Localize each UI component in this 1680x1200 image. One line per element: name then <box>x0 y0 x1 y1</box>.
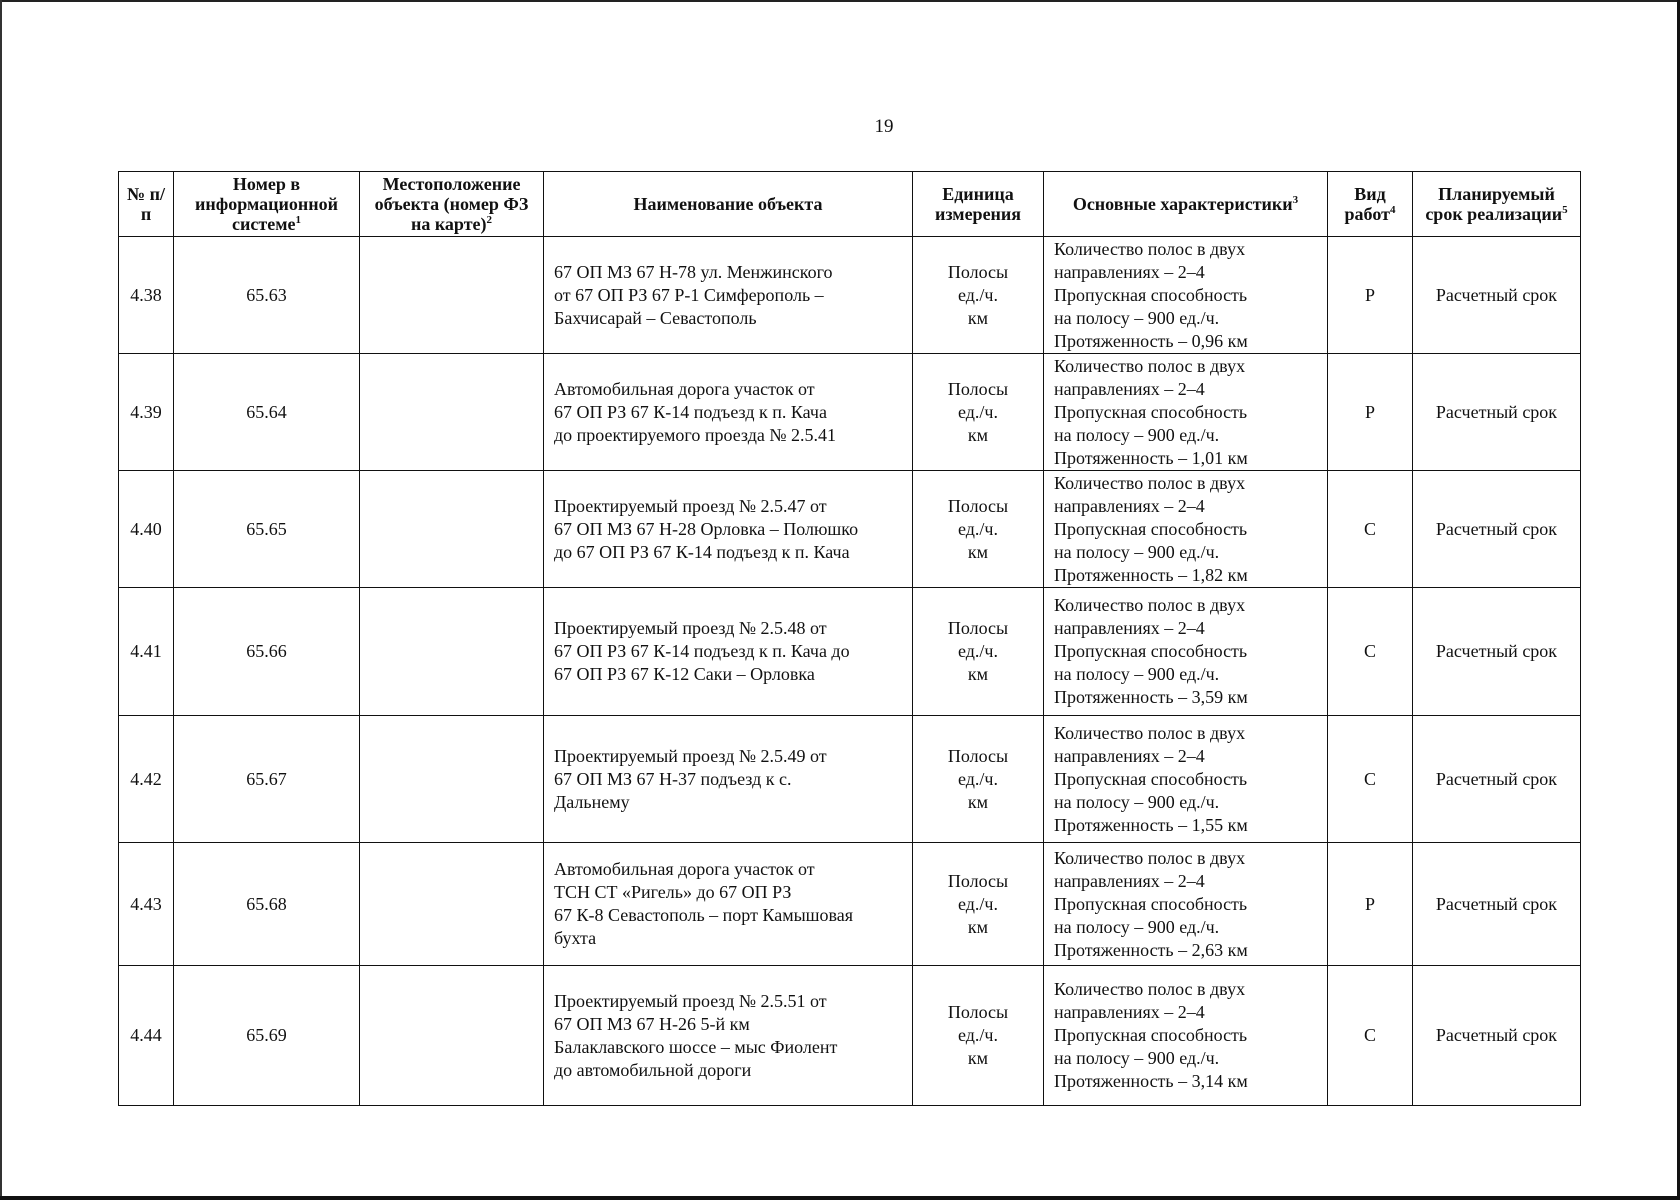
cell-name: 67 ОП МЗ 67 Н-78 ул. Менжинского от 67 ОП РЗ 67 Р-1 Симферополь – Бахчисарай – Севастополь <box>544 237 913 354</box>
header-unit: Единица измерения <box>913 172 1044 237</box>
cell-location <box>360 588 544 716</box>
cell-info-number: 65.63 <box>174 237 360 354</box>
cell-unit: Полосы ед./ч. км <box>913 237 1044 354</box>
cell-num: 4.43 <box>119 843 174 966</box>
scan-edge-left <box>0 0 2 1200</box>
table-header-row <box>119 172 1581 237</box>
cell-location <box>360 354 544 471</box>
cell-characteristics: Количество полос в двух направлениях – 2–4 Пропускная способность на полосу – 900 ед./ч. Протяженность – 2,63 км <box>1044 843 1328 966</box>
cell-characteristics: Количество полос в двух направлениях – 2–4 Пропускная способность на полосу – 900 ед./ч. Протяженность – 3,59 км <box>1044 588 1328 716</box>
cell-info-number: 65.67 <box>174 716 360 843</box>
header-num: № п/п <box>119 172 174 237</box>
cell-name: Проектируемый проезд № 2.5.49 от 67 ОП МЗ 67 Н-37 подъезд к с. Дальнему <box>544 716 913 843</box>
cell-deadline: Расчетный срок <box>1413 843 1581 966</box>
cell-characteristics: Количество полос в двух направлениях – 2–4 Пропускная способность на полосу – 900 ед./ч. Протяженность – 1,55 км <box>1044 716 1328 843</box>
cell-location <box>360 966 544 1106</box>
header-location: Местоположение объекта (номер ФЗ на карте)$^2$ <box>360 172 544 237</box>
footnote-mark: 5 <box>1562 204 1568 216</box>
cell-info-number: 65.64 <box>174 354 360 471</box>
cell-work-type: С <box>1328 471 1413 588</box>
cell-location <box>360 843 544 966</box>
cell-work-type: Р <box>1328 843 1413 966</box>
cell-deadline: Расчетный срок <box>1413 716 1581 843</box>
header-info-number: Номер в информационной системе$^1$ <box>174 172 360 237</box>
cell-unit: Полосы ед./ч. км <box>913 588 1044 716</box>
cell-deadline: Расчетный срок <box>1413 237 1581 354</box>
cell-unit: Полосы ед./ч. км <box>913 843 1044 966</box>
header-deadline: Планируемый срок реализации$^5$ <box>1413 172 1581 237</box>
cell-name: Автомобильная дорога участок от ТСН СТ «Ригель» до 67 ОП РЗ 67 К-8 Севастополь – порт Камышовая бухта <box>544 843 913 966</box>
cell-num: 4.41 <box>119 588 174 716</box>
footnote-mark: 4 <box>1389 204 1396 216</box>
cell-unit: Полосы ед./ч. км <box>913 966 1044 1106</box>
cell-info-number: 65.65 <box>174 471 360 588</box>
header-characteristics: Основные характеристики$^3$ <box>1044 172 1328 237</box>
cell-characteristics: Количество полос в двух направлениях – 2–4 Пропускная способность на полосу – 900 ед./ч. Протяженность – 1,01 км <box>1044 354 1328 471</box>
cell-num: 4.38 <box>119 237 174 354</box>
table-row <box>119 354 1581 471</box>
page-number: 19 <box>874 116 894 137</box>
header-name: Наименование объекта <box>544 172 913 237</box>
table-row <box>119 843 1581 966</box>
cell-location <box>360 716 544 843</box>
road-objects-table <box>118 171 1581 1106</box>
footnote-mark: 2 <box>486 214 493 226</box>
cell-work-type: С <box>1328 588 1413 716</box>
cell-num: 4.44 <box>119 966 174 1106</box>
cell-info-number: 65.66 <box>174 588 360 716</box>
cell-unit: Полосы ед./ч. км <box>913 354 1044 471</box>
cell-location <box>360 471 544 588</box>
cell-deadline: Расчетный срок <box>1413 354 1581 471</box>
cell-deadline: Расчетный срок <box>1413 471 1581 588</box>
header-work-type: Вид работ$^4$ <box>1328 172 1413 237</box>
cell-deadline: Расчетный срок <box>1413 588 1581 716</box>
footnote-mark: 3 <box>1292 194 1299 206</box>
cell-deadline: Расчетный срок <box>1413 966 1581 1106</box>
cell-info-number: 65.68 <box>174 843 360 966</box>
cell-info-number: 65.69 <box>174 966 360 1106</box>
cell-num: 4.42 <box>119 716 174 843</box>
cell-num: 4.39 <box>119 354 174 471</box>
scan-edge-top <box>0 0 1680 2</box>
cell-characteristics: Количество полос в двух направлениях – 2–4 Пропускная способность на полосу – 900 ед./ч. Протяженность – 3,14 км <box>1044 966 1328 1106</box>
cell-characteristics: Количество полос в двух направлениях – 2–4 Пропускная способность на полосу – 900 ед./ч. Протяженность – 0,96 км <box>1044 237 1328 354</box>
cell-name: Проектируемый проезд № 2.5.47 от 67 ОП МЗ 67 Н-28 Орловка – Полюшко до 67 ОП РЗ 67 К-14 подъезд к п. Кача <box>544 471 913 588</box>
table-row <box>119 716 1581 843</box>
cell-name: Автомобильная дорога участок от 67 ОП РЗ 67 К-14 подъезд к п. Кача до проектируемого проезда № 2.5.41 <box>544 354 913 471</box>
cell-name: Проектируемый проезд № 2.5.51 от 67 ОП МЗ 67 Н-26 5-й км Балаклавского шоссе – мыс Фиолент до автомобильной дороги <box>544 966 913 1106</box>
cell-work-type: Р <box>1328 354 1413 471</box>
cell-work-type: Р <box>1328 237 1413 354</box>
cell-work-type: С <box>1328 966 1413 1106</box>
cell-unit: Полосы ед./ч. км <box>913 471 1044 588</box>
scan-edge-bottom <box>0 1196 1680 1200</box>
table-row <box>119 237 1581 354</box>
footnote-mark: 1 <box>295 214 301 226</box>
table-row <box>119 966 1581 1106</box>
table-row <box>119 588 1581 716</box>
cell-work-type: С <box>1328 716 1413 843</box>
cell-characteristics: Количество полос в двух направлениях – 2–4 Пропускная способность на полосу – 900 ед./ч. Протяженность – 1,82 км <box>1044 471 1328 588</box>
cell-name: Проектируемый проезд № 2.5.48 от 67 ОП РЗ 67 К-14 подъезд к п. Кача до 67 ОП РЗ 67 К-12 Саки – Орловка <box>544 588 913 716</box>
cell-num: 4.40 <box>119 471 174 588</box>
cell-unit: Полосы ед./ч. км <box>913 716 1044 843</box>
table-row <box>119 471 1581 588</box>
cell-location <box>360 237 544 354</box>
